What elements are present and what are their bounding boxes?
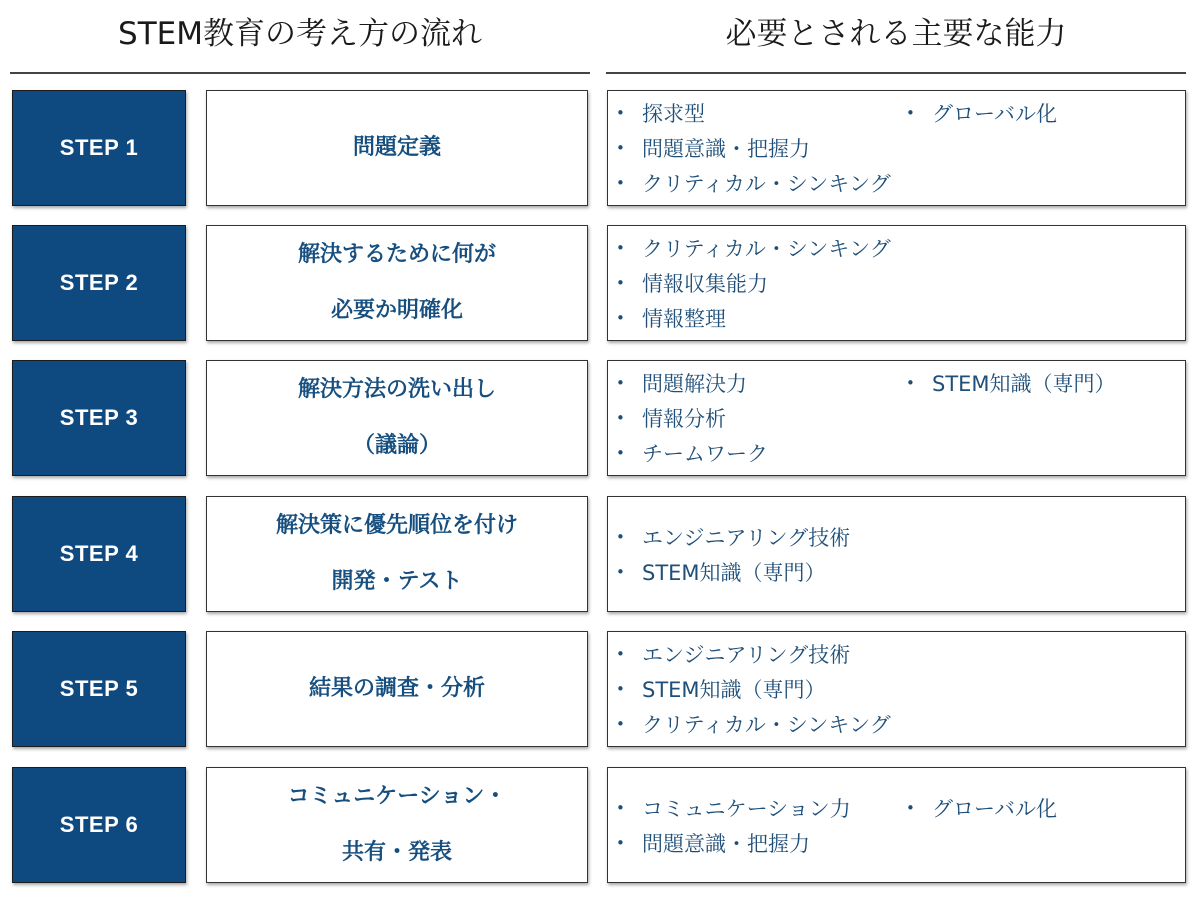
ability-item <box>616 709 906 739</box>
bullet-icon: • <box>616 562 625 581</box>
abilities-row <box>616 637 1185 672</box>
bullet-icon: • <box>616 444 625 462</box>
ability-text: STEM知識（専門） <box>932 372 1116 396</box>
bullet-icon: • <box>616 527 625 546</box>
step-row <box>0 360 1200 478</box>
bullet-icon: • <box>906 798 915 817</box>
bullet-icon: • <box>616 680 625 698</box>
ability-item <box>616 639 906 669</box>
ability-item <box>906 793 1057 823</box>
abilities-row <box>616 707 1185 742</box>
ability-text: チームワーク <box>642 442 768 466</box>
ability-text: 問題解決力 <box>642 372 747 396</box>
ability-item <box>616 522 906 552</box>
bullet-icon: • <box>616 104 625 122</box>
abilities-box <box>607 631 1186 747</box>
abilities-row <box>616 166 1185 201</box>
ability-text: クリティカル・シンキング <box>642 172 891 196</box>
step-row <box>0 767 1200 885</box>
abilities-row <box>616 131 1185 166</box>
step-description-box <box>206 767 588 883</box>
step-description-line: 必要か明確化 <box>330 298 463 323</box>
ability-item <box>906 368 1116 398</box>
ability-text: 問題意識・把握力 <box>642 831 810 856</box>
step-description-line: 開発・テスト <box>331 569 463 594</box>
abilities-row <box>616 266 1185 301</box>
bullet-icon: • <box>616 374 625 392</box>
step-description-box <box>206 496 588 612</box>
left-header-divider <box>10 72 590 74</box>
ability-text: 情報整理 <box>642 307 726 331</box>
bullet-icon: • <box>616 174 625 192</box>
step-description-box <box>206 631 588 747</box>
abilities-row <box>616 825 1185 860</box>
ability-text: 問題意識・把握力 <box>642 137 810 161</box>
ability-item <box>616 403 906 433</box>
ability-text: エンジニアリング技術 <box>642 525 851 550</box>
step-label-box: STEP 2 <box>12 225 186 341</box>
bullet-icon: • <box>616 409 625 427</box>
abilities-row <box>616 672 1185 707</box>
bullet-icon: • <box>616 274 625 292</box>
ability-text: 情報収集能力 <box>642 272 768 296</box>
abilities-box <box>607 225 1186 341</box>
step-row <box>0 631 1200 749</box>
ability-text: エンジニアリング技術 <box>642 643 851 667</box>
bullet-icon: • <box>616 239 625 257</box>
ability-item <box>616 303 906 333</box>
bullet-icon: • <box>906 104 915 122</box>
abilities-row <box>616 436 1185 471</box>
step-label-box: STEP 5 <box>12 631 186 747</box>
step-row <box>0 90 1200 208</box>
step-description-line: 問題定義 <box>352 135 441 160</box>
ability-item <box>616 268 906 298</box>
step-description-box <box>206 360 588 476</box>
ability-text: コミュニケーション力 <box>642 796 851 821</box>
step-description-line: （議論） <box>352 433 441 458</box>
ability-text: STEM知識（専門） <box>642 560 826 585</box>
step-description-line: 解決策に優先順位を付け <box>275 513 518 538</box>
abilities-row <box>616 519 1185 554</box>
step-label-box: STEP 3 <box>12 360 186 476</box>
abilities-row <box>616 790 1185 825</box>
ability-text: グローバル化 <box>932 102 1057 126</box>
step-description-line: 解決するために何が <box>297 242 496 267</box>
step-label-box: STEP 4 <box>12 496 186 612</box>
abilities-header: 必要とされる主要な能力 <box>725 16 1067 52</box>
bullet-icon: • <box>616 798 625 817</box>
ability-item <box>616 168 906 198</box>
bullet-icon: • <box>616 309 625 327</box>
ability-item <box>616 828 906 858</box>
abilities-row <box>616 301 1185 336</box>
bullet-icon: • <box>616 139 625 157</box>
abilities-box <box>607 90 1186 206</box>
bullet-icon: • <box>616 833 625 852</box>
right-header-divider <box>606 72 1186 74</box>
step-description-line: 結果の調査・分析 <box>308 676 485 701</box>
step-row <box>0 225 1200 343</box>
step-row <box>0 496 1200 614</box>
abilities-row <box>616 554 1185 589</box>
bullet-icon: • <box>906 374 915 392</box>
ability-item <box>616 233 906 263</box>
ability-text: 情報分析 <box>642 407 726 431</box>
step-description-line: 共有・発表 <box>341 840 452 865</box>
step-label-box: STEP 1 <box>12 90 186 206</box>
ability-item <box>616 98 906 128</box>
ability-text: クリティカル・シンキング <box>642 713 891 737</box>
ability-text: クリティカル・シンキング <box>642 237 891 261</box>
bullet-icon: • <box>616 715 625 733</box>
abilities-row <box>616 231 1185 266</box>
ability-text: グローバル化 <box>932 796 1057 821</box>
step-label-box: STEP 6 <box>12 767 186 883</box>
ability-item <box>616 438 906 468</box>
step-description-box <box>206 90 588 206</box>
ability-item <box>616 557 906 587</box>
ability-item <box>616 133 906 163</box>
ability-item <box>906 98 1057 128</box>
ability-item <box>616 674 906 704</box>
ability-text: 探求型 <box>642 102 705 126</box>
ability-item <box>616 793 906 823</box>
step-description-box <box>206 225 588 341</box>
ability-item <box>616 368 906 398</box>
ability-text: STEM知識（専門） <box>642 678 826 702</box>
abilities-row <box>616 401 1185 436</box>
abilities-box <box>607 767 1186 883</box>
abilities-row <box>616 366 1185 401</box>
flow-header: STEM教育の考え方の流れ <box>118 16 482 52</box>
abilities-box <box>607 360 1186 476</box>
step-description-line: 解決方法の洗い出し <box>297 377 496 402</box>
abilities-box <box>607 496 1186 612</box>
abilities-row <box>616 96 1185 131</box>
bullet-icon: • <box>616 645 625 663</box>
step-description-line: コミュニケーション・ <box>287 784 507 809</box>
